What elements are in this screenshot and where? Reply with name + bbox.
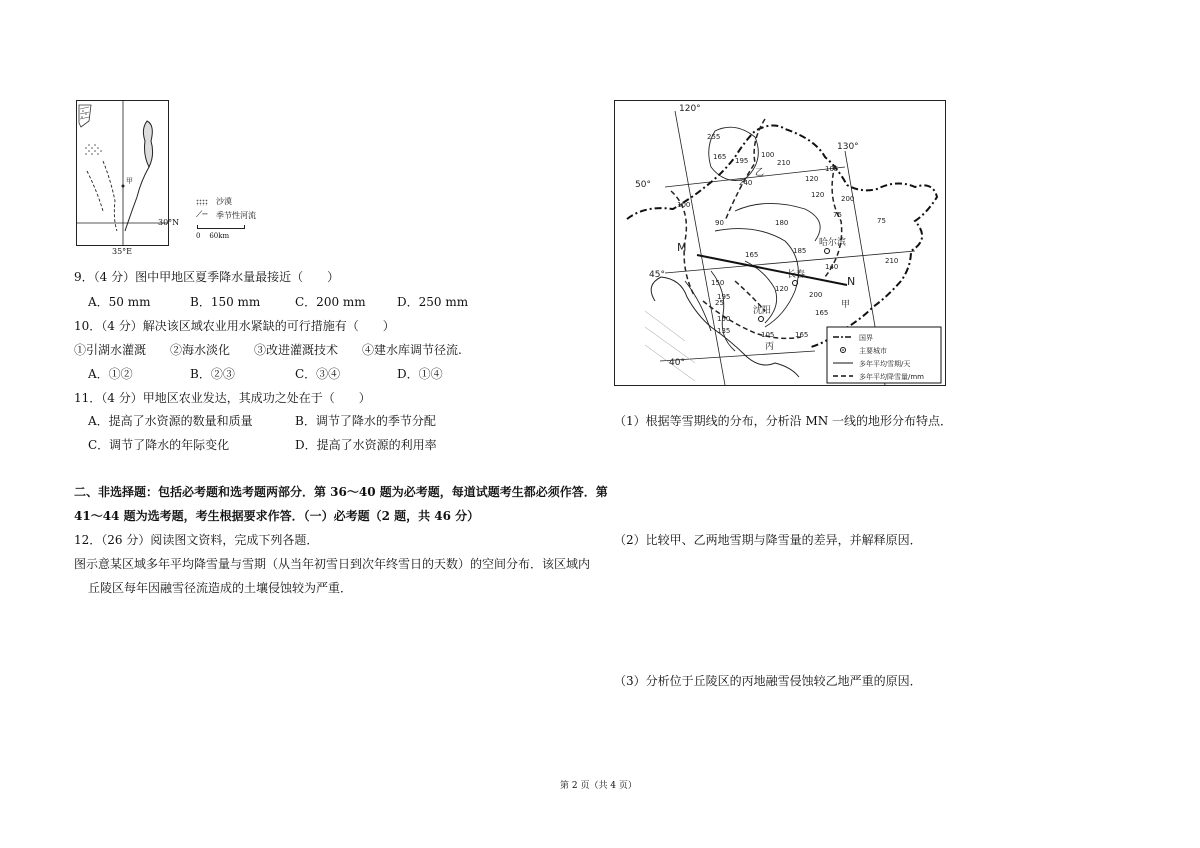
q10-stem: 10．（4 分）解决该区域农业用水紧缺的可行措施有（ ） xyxy=(74,319,395,333)
seasonal-river-legend-icon: ⟋╌ xyxy=(196,210,208,220)
q9-stem: 9．（4 分）图中甲地区夏季降水量最接近（ ） xyxy=(74,270,340,284)
q11-option-b: B．调节了降水的季节分配 xyxy=(295,414,436,428)
q10-options-line: ①引湖水灌溉 ②海水淡化 ③改进灌溉技术 ④建水库调节径流. xyxy=(74,343,462,357)
place-yi-label: 乙 xyxy=(755,168,765,178)
subquestion-3: （3）分析位于丘陵区的丙地融雪侵蚀较乙地严重的原因． xyxy=(614,674,922,688)
city-shenyang-label: 沈阳 xyxy=(753,306,772,316)
svg-text:120: 120 xyxy=(811,191,825,199)
svg-text:100: 100 xyxy=(677,201,691,209)
q9-option-d: D．250 mm xyxy=(397,295,469,309)
legend-border-label: 国界 xyxy=(859,334,873,342)
svg-text:165: 165 xyxy=(745,251,759,259)
lat-30n-label: 30°N xyxy=(158,218,180,227)
svg-text:165: 165 xyxy=(713,153,727,161)
seasonal-river-legend-label: 季节性河流 xyxy=(216,211,256,220)
desert-legend-label: 沙漠 xyxy=(216,197,232,206)
q10-option-a: A．①② xyxy=(88,367,133,381)
svg-text:105: 105 xyxy=(825,165,839,173)
legend-city-label: 主要城市 xyxy=(859,347,887,355)
svg-text:105: 105 xyxy=(761,331,775,339)
svg-text:120: 120 xyxy=(805,175,819,183)
svg-text:100: 100 xyxy=(761,151,775,159)
point-n-label: N xyxy=(847,275,856,288)
svg-text:200: 200 xyxy=(809,291,823,299)
q11-stem: 11．（4 分）甲地区农业发达，其成功之处在于（ ） xyxy=(74,391,371,405)
section2-heading-line2: 41～44 题为选考题，考生根据要求作答．（一）必考题（2 题，共 46 分） xyxy=(74,509,480,523)
snow-map-figure xyxy=(614,100,946,386)
scale-label: 0 60km xyxy=(196,232,230,240)
place-bing-label: 丙 xyxy=(765,342,775,352)
svg-text:185: 185 xyxy=(793,247,807,255)
subquestion-1: （1）根据等雪期线的分布，分析沿 MN 一线的地形分布特点． xyxy=(614,414,953,428)
q11-option-a: A．提高了水资源的数量和质量 xyxy=(88,414,253,428)
scale-bar xyxy=(197,225,245,229)
subquestion-2: （2）比较甲、乙两地雪期与降雪量的差异，并解释原因． xyxy=(614,533,922,547)
svg-text:200: 200 xyxy=(841,195,855,203)
place-jia-small: 甲 xyxy=(126,177,133,185)
q9-option-c: C．200 mm xyxy=(295,295,366,309)
city-changchun-label: 长春 xyxy=(787,270,806,280)
svg-text:180: 180 xyxy=(775,219,789,227)
svg-text:195: 195 xyxy=(717,293,731,301)
svg-text:210: 210 xyxy=(777,159,791,167)
legend-snow-days-label: 多年平均雪期/天 xyxy=(859,360,911,368)
desert-legend-icon xyxy=(196,199,208,206)
q11-option-d: D．提高了水资源的利用率 xyxy=(295,438,437,452)
svg-text:150: 150 xyxy=(711,279,725,287)
lake-shape xyxy=(143,121,152,167)
svg-text:210: 210 xyxy=(885,257,899,265)
section2-heading-line1: 二、非选择题：包括必考题和选考题两部分．第 36～40 题为必考题，每道试题考生都必须作答．第 xyxy=(74,485,608,499)
q12-stem: 12．（26 分）阅读图文资料，完成下列各题． xyxy=(74,533,319,547)
q12-material-line1: 图示意某区域多年平均降雪量与雪期（从当年初雪日到次年终雪日的天数）的空间分布．该区域内 xyxy=(74,557,591,571)
q10-option-c: C．③④ xyxy=(295,367,341,381)
svg-text:150: 150 xyxy=(717,315,731,323)
desert-area xyxy=(81,110,102,155)
lat-45-label: 45° xyxy=(649,270,665,280)
svg-text:25: 25 xyxy=(715,299,724,307)
page-footer: 第 2 页（共 4 页） xyxy=(560,781,637,791)
lon-35e-label: 35°E xyxy=(112,247,133,256)
lat-50-label: 50° xyxy=(635,180,651,190)
q11-option-c: C．调节了降水的年际变化 xyxy=(88,438,230,452)
q12-material-line2: 丘陵区每年因融雪径流造成的土壤侵蚀较为严重． xyxy=(88,581,353,595)
point-m-label: M xyxy=(677,241,687,254)
q9-option-b: B．150 mm xyxy=(190,295,261,309)
svg-text:135: 135 xyxy=(717,327,731,335)
legend-snowfall-label: 多年平均降雪量/mm xyxy=(859,373,924,381)
svg-text:75: 75 xyxy=(833,211,842,219)
svg-text:165: 165 xyxy=(815,309,829,317)
city-harbin-label: 哈尔滨 xyxy=(819,238,847,248)
lon-120-top-label: 120° xyxy=(679,104,701,114)
region-map-svg xyxy=(77,101,168,245)
svg-text:75: 75 xyxy=(877,217,886,225)
svg-text:90: 90 xyxy=(715,219,724,227)
q10-option-b: B．②③ xyxy=(190,367,235,381)
svg-text:255: 255 xyxy=(707,133,721,141)
svg-text:195: 195 xyxy=(735,157,749,165)
svg-text:140: 140 xyxy=(825,263,839,271)
map-legend xyxy=(827,327,941,383)
svg-text:120: 120 xyxy=(775,285,789,293)
q10-option-d: D．①④ xyxy=(397,367,443,381)
region-map-figure xyxy=(76,100,169,246)
sea-hatch xyxy=(79,105,91,127)
q9-option-a: A．50 mm xyxy=(88,295,151,309)
place-jia-label: 甲 xyxy=(841,300,851,310)
svg-text:240: 240 xyxy=(739,179,753,187)
lon-130-label: 130° xyxy=(837,142,859,152)
snow-map-svg xyxy=(615,101,945,385)
lat-40-label: 40° xyxy=(669,358,685,368)
svg-text:165: 165 xyxy=(795,331,809,339)
